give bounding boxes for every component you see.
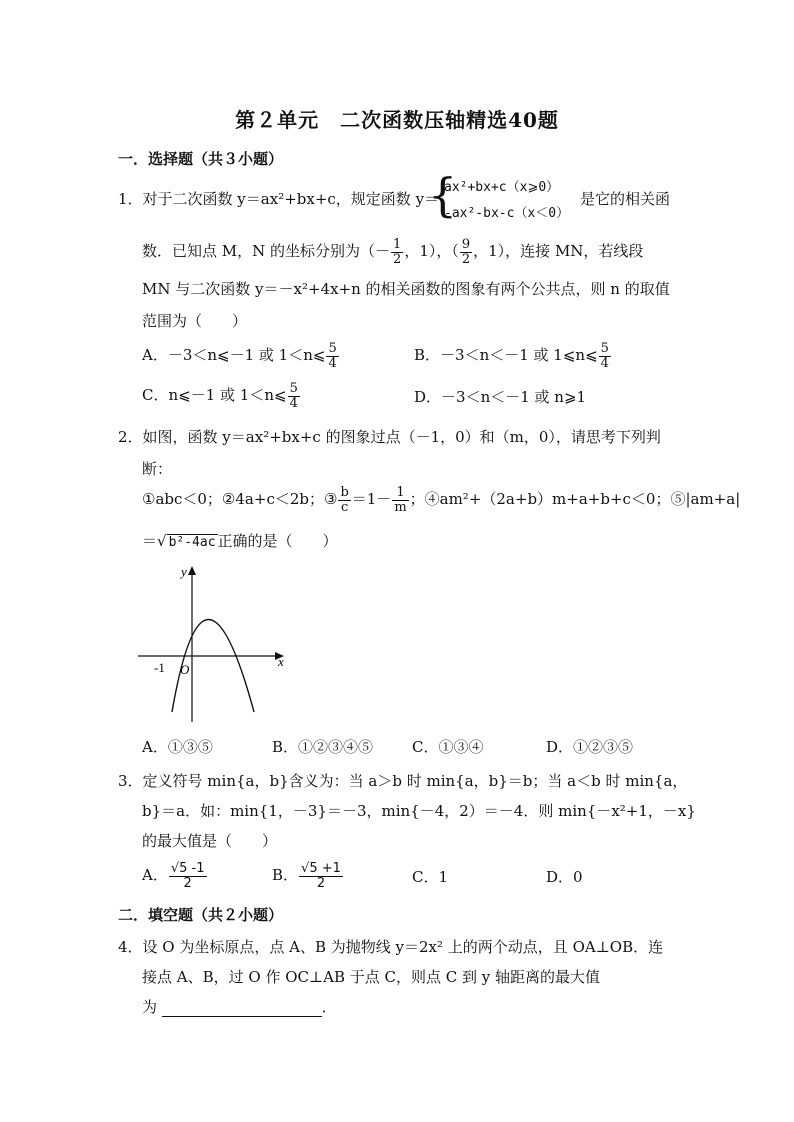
y-axis-arrow bbox=[188, 566, 196, 575]
q3-line2: b}＝a．如：min{1，－3}＝－3，min{－4，2）＝－4．则 min{－x²+1，－x} bbox=[142, 802, 696, 820]
neg-one-label: -1 bbox=[154, 660, 165, 675]
q1-brace: { bbox=[428, 168, 458, 222]
sqrt-radicand: b²-4ac bbox=[168, 535, 216, 550]
x-axis-label: x bbox=[278, 654, 284, 669]
q2-line2: 断： bbox=[142, 460, 173, 478]
q3-option-b[interactable]: B． $\frac{√5 +1}{2}$ bbox=[272, 861, 341, 891]
q4-line3: 为 ． bbox=[142, 998, 337, 1016]
q1-line3: MN 与二次函数 y＝－x²+4x+n 的相关函数的图象有两个公共点，则 n 的取值 bbox=[142, 280, 670, 298]
q3-line1: 3．定义符号 min{a，b}含义为：当 a＞b 时 min{a，b}＝b；当 a＜b 时 min{a， bbox=[118, 772, 688, 790]
page-title: 第２单元 二次函数压轴精选40题 bbox=[235, 108, 559, 132]
fraction: $\frac{1}{2}$ bbox=[393, 237, 402, 267]
q3-line3: 的最大值是（ ） bbox=[142, 832, 278, 850]
q2-option-b[interactable]: B．①②③④⑤ bbox=[272, 738, 374, 756]
q1-option-b[interactable]: B．－3＜n＜－1 或 1⩽n⩽ $\frac{5}{4}$ bbox=[414, 341, 609, 371]
q3-option-d[interactable]: D．0 bbox=[546, 868, 583, 886]
section-heading-choice: 一．选择题（共３小题） bbox=[118, 150, 284, 168]
q1-line1-end: 是它的相关函 bbox=[580, 190, 671, 208]
y-axis-label: y bbox=[181, 564, 187, 579]
q1-line4: 范围为（ ） bbox=[142, 312, 248, 330]
fraction: $\frac{9}{2}$ bbox=[461, 237, 471, 267]
section-heading-fill: 二．填空题（共２小题） bbox=[118, 906, 284, 924]
q2-option-d[interactable]: D．①②③⑤ bbox=[546, 738, 634, 756]
q3-option-c[interactable]: C．1 bbox=[412, 868, 449, 886]
q4-line1: 4．设 O 为坐标原点，点 A、B 为抛物线 y＝2x² 上的两个动点，且 OA⊥OB．连 bbox=[118, 938, 664, 956]
q2-statements: ①abc＜0；②4a+c＜2b；③ $\frac{b}{c}$ ＝1－ $\frac{1}{m}$ ；④am²+（2a+b）m+a+b+c＜0；⑤|am+a| bbox=[142, 485, 741, 515]
q1-option-d[interactable]: D．－3＜n＜－1 或 n⩾1 bbox=[414, 388, 587, 406]
q4-line2: 接点 A、B，过 O 作 OC⊥AB 于点 C，则点 C 到 y 轴距离的最大值 bbox=[142, 968, 601, 986]
q1-option-c[interactable]: C．n⩽－1 或 1＜n⩽ $\frac{5}{4}$ bbox=[142, 381, 298, 411]
q3-option-a[interactable]: A． $\frac{√5 -1}{2}$ bbox=[142, 861, 205, 891]
q1-case1: ax²+bx+c（x⩾0） bbox=[444, 180, 560, 195]
q1-line2: 数．已知点 M，N 的坐标分别为（－ $\frac{1}{2}$ ，1），（ $\frac{9}{2}$ ，1），连接 MN，若线段 bbox=[142, 237, 644, 267]
q1-option-a[interactable]: A．－3＜n⩽－1 或 1＜n⩽ $\frac{5}{4}$ bbox=[142, 341, 337, 371]
q2-option-c[interactable]: C．①③④ bbox=[412, 738, 484, 756]
q2-line4: ＝√ b²-4ac 正确的是（ ） bbox=[142, 532, 338, 550]
q2-option-a[interactable]: A．①③⑤ bbox=[142, 738, 213, 756]
q1-line1: 1．对于二次函数 y＝ax²+bx+c，规定函数 y＝ bbox=[118, 190, 440, 208]
sqrt-symbol: √ bbox=[157, 532, 167, 550]
origin-label: O bbox=[180, 662, 190, 677]
parabola-graph bbox=[134, 562, 290, 726]
answer-blank[interactable] bbox=[162, 1000, 322, 1017]
q1-case2: -ax²-bx-c（x＜0） bbox=[444, 206, 570, 221]
q2-line1: 2．如图，函数 y＝ax²+bx+c 的图象过点（－1，0）和（m，0），请思考下列判 bbox=[118, 428, 661, 446]
